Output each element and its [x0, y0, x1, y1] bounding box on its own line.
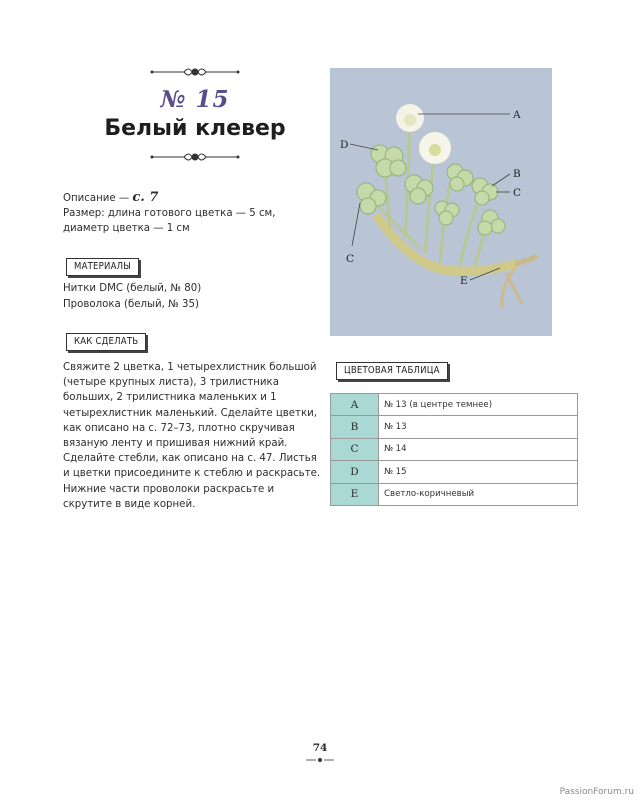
description-label: Описание — [63, 193, 133, 204]
table-row [331, 416, 578, 438]
table-row [331, 461, 578, 483]
color-key: B [331, 416, 379, 438]
table-row [331, 394, 578, 416]
photo-label-e: E [460, 275, 468, 287]
watermark: PassionForum.ru [559, 787, 634, 797]
footer-ornament [305, 756, 335, 764]
material-item-thread: Нитки DMC (белый, № 80) [63, 283, 202, 294]
table-row [331, 483, 578, 505]
material-item-wire: Проволока (белый, № 35) [63, 299, 199, 310]
materials-heading: МАТЕРИАЛЫ [66, 258, 139, 276]
color-key: E [331, 483, 379, 505]
color-value: Светло-коричневый [379, 483, 578, 505]
page-number: 74 [312, 742, 328, 754]
size-text: Размер: длина готового цветка — 5 см, диаметр цветка — 1 см [63, 208, 276, 235]
pattern-number: № 15 [160, 86, 230, 113]
flower-white-top [396, 104, 424, 132]
color-key: A [331, 394, 379, 416]
color-key: C [331, 438, 379, 460]
page-title: Белый клевер [104, 116, 286, 141]
photo-label-d: D [340, 139, 349, 151]
how-to-heading: КАК СДЕЛАТЬ [66, 333, 146, 351]
photo-label-c-right: C [513, 187, 522, 199]
description-page-ref: с. 7 [132, 190, 159, 205]
flower-white-lower [419, 132, 451, 164]
title-ornament-bottom [150, 151, 240, 163]
description-line [63, 190, 158, 206]
color-key: D [331, 461, 379, 483]
color-table [330, 393, 578, 506]
color-value: № 13 [379, 416, 578, 438]
how-to-text: Свяжите 2 цветка, 1 четырехлистник большой (четыре крупных листа), 3 трилистника больших, 2 трилистника маленьких и 1 четырехлистник маленький. Сделайте цветки, как описано на с. 72–73, плотно скручивая вязаную ленту и пришивая нижний край. Сделайте стебли, как описано на с. 47. Листья и цветки присоедините к стеблю и раскрасьте. Нижние части проволоки раскрасьте и скрутите в виде корней. [63, 362, 321, 510]
clover-photo [330, 68, 552, 336]
title-ornament-top [150, 66, 240, 78]
color-value: № 14 [379, 438, 578, 460]
photo-label-a: A [513, 109, 521, 121]
table-row [331, 438, 578, 460]
photo-label-b: B [513, 168, 521, 180]
color-value: № 13 (в центре темнее) [379, 394, 578, 416]
photo-label-c-left: C [346, 253, 355, 265]
color-value: № 15 [379, 461, 578, 483]
color-table-heading: ЦВЕТОВАЯ ТАБЛИЦА [336, 362, 448, 380]
